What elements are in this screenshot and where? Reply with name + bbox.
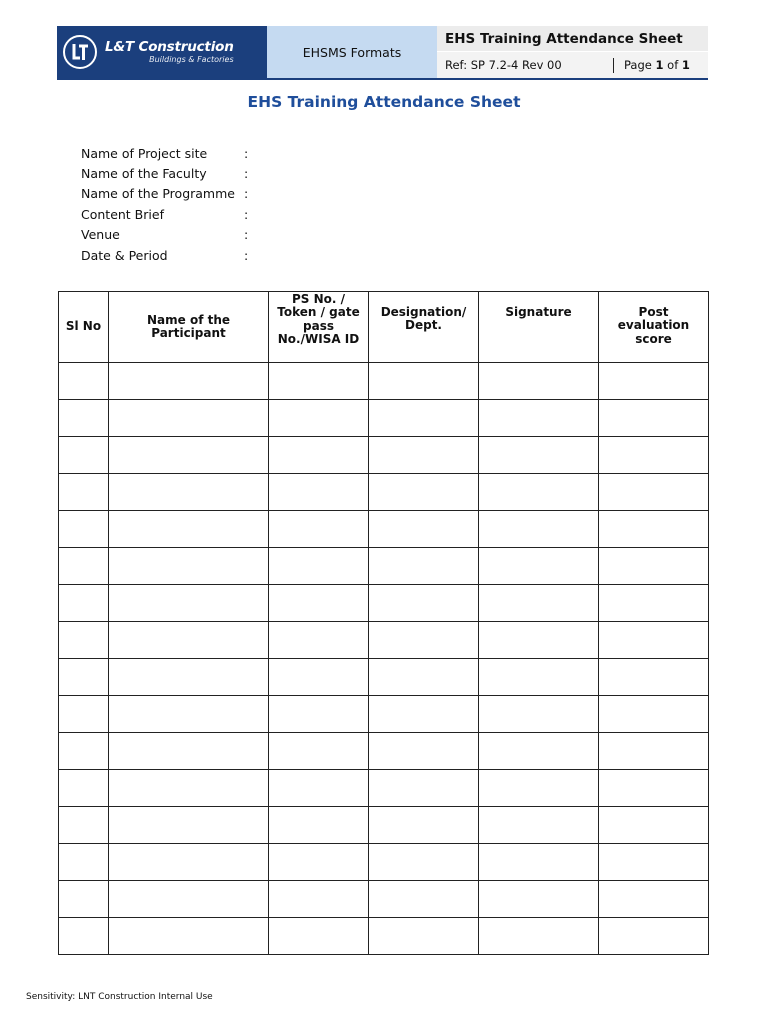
cell-participant-name[interactable] xyxy=(109,918,269,955)
table-row xyxy=(59,881,709,918)
cell-score[interactable] xyxy=(599,474,709,511)
table-row xyxy=(59,844,709,881)
cell-sl-no[interactable] xyxy=(59,400,109,437)
info-label: Venue xyxy=(81,227,120,243)
table-row xyxy=(59,437,709,474)
info-row-faculty: Name of the Faculty : xyxy=(81,166,249,182)
table-row xyxy=(59,696,709,733)
document-meta xyxy=(437,26,708,78)
cell-ps-no[interactable] xyxy=(269,400,369,437)
column-header-ps-no: PS No. / Token / gate pass No./WISA ID xyxy=(269,292,369,363)
cell-signature[interactable] xyxy=(479,363,599,400)
cell-sl-no[interactable] xyxy=(59,807,109,844)
page-indicator: Page 1 of 1 xyxy=(624,58,690,72)
attendance-table xyxy=(58,291,709,955)
cell-ps-no[interactable] xyxy=(269,437,369,474)
info-label: Name of the Faculty xyxy=(81,166,207,182)
header-divider xyxy=(57,78,708,80)
cell-signature[interactable] xyxy=(479,659,599,696)
cell-participant-name[interactable] xyxy=(109,585,269,622)
cell-score[interactable] xyxy=(599,770,709,807)
cell-signature[interactable] xyxy=(479,437,599,474)
cell-signature[interactable] xyxy=(479,807,599,844)
training-info xyxy=(81,143,264,265)
cell-ps-no[interactable] xyxy=(269,548,369,585)
cell-sl-no[interactable] xyxy=(59,696,109,733)
cell-score[interactable] xyxy=(599,844,709,881)
table-row xyxy=(59,363,709,400)
table-row xyxy=(59,659,709,696)
cell-score[interactable] xyxy=(599,733,709,770)
cell-participant-name[interactable] xyxy=(109,363,269,400)
cell-signature[interactable] xyxy=(479,881,599,918)
cell-sl-no[interactable] xyxy=(59,548,109,585)
table-row xyxy=(59,733,709,770)
table-row xyxy=(59,548,709,585)
header-doc-heading: EHS Training Attendance Sheet xyxy=(437,26,708,52)
cell-signature[interactable] xyxy=(479,770,599,807)
cell-signature[interactable] xyxy=(479,696,599,733)
page-total: 1 xyxy=(681,58,690,72)
info-label: Name of the Programme xyxy=(81,186,235,202)
cell-designation[interactable] xyxy=(369,696,479,733)
cell-signature[interactable] xyxy=(479,585,599,622)
cell-participant-name[interactable] xyxy=(109,844,269,881)
cell-designation[interactable] xyxy=(369,844,479,881)
cell-ps-no[interactable] xyxy=(269,696,369,733)
cell-score[interactable] xyxy=(599,437,709,474)
table-row xyxy=(59,918,709,955)
cell-participant-name[interactable] xyxy=(109,474,269,511)
cell-designation[interactable] xyxy=(369,437,479,474)
formats-label: EHSMS Formats xyxy=(267,26,437,78)
separator xyxy=(613,58,614,73)
cell-signature[interactable] xyxy=(479,844,599,881)
info-row-project-site: Name of Project site : xyxy=(81,145,249,161)
cell-ps-no[interactable] xyxy=(269,844,369,881)
cell-ps-no[interactable] xyxy=(269,918,369,955)
cell-sl-no[interactable] xyxy=(59,844,109,881)
cell-designation[interactable] xyxy=(369,548,479,585)
cell-sl-no[interactable] xyxy=(59,659,109,696)
cell-designation[interactable] xyxy=(369,770,479,807)
cell-sl-no[interactable] xyxy=(59,474,109,511)
cell-ps-no[interactable] xyxy=(269,622,369,659)
table-row xyxy=(59,474,709,511)
cell-participant-name[interactable] xyxy=(109,437,269,474)
table-row xyxy=(59,770,709,807)
info-label: Content Brief xyxy=(81,206,164,222)
cell-participant-name[interactable] xyxy=(109,696,269,733)
company-logo xyxy=(57,26,267,78)
cell-participant-name[interactable] xyxy=(109,881,269,918)
column-header-signature: Signature xyxy=(479,292,599,363)
cell-participant-name[interactable] xyxy=(109,548,269,585)
cell-ps-no[interactable] xyxy=(269,363,369,400)
column-header-designation: Designation/ Dept. xyxy=(369,292,479,363)
cell-ps-no[interactable] xyxy=(269,881,369,918)
cell-score[interactable] xyxy=(599,585,709,622)
cell-designation[interactable] xyxy=(369,659,479,696)
cell-designation[interactable] xyxy=(369,881,479,918)
info-row-venue: Venue : xyxy=(81,227,249,243)
table-row xyxy=(59,807,709,844)
cell-ps-no[interactable] xyxy=(269,770,369,807)
cell-sl-no[interactable] xyxy=(59,363,109,400)
cell-sl-no[interactable] xyxy=(59,585,109,622)
cell-designation[interactable] xyxy=(369,918,479,955)
sensitivity-footer: Sensitivity: LNT Construction Internal Use xyxy=(26,992,213,1002)
document-header xyxy=(57,26,708,78)
cell-designation[interactable] xyxy=(369,733,479,770)
info-label: Date & Period xyxy=(81,247,168,263)
cell-ps-no[interactable] xyxy=(269,585,369,622)
page-current: 1 xyxy=(655,58,664,72)
info-row-date-period: Date & Period : xyxy=(81,247,249,263)
info-label: Name of Project site xyxy=(81,145,208,161)
info-row-content-brief: Content Brief : xyxy=(81,206,249,222)
cell-participant-name[interactable] xyxy=(109,400,269,437)
table-row xyxy=(59,511,709,548)
cell-score[interactable] xyxy=(599,548,709,585)
cell-sl-no[interactable] xyxy=(59,733,109,770)
cell-sl-no[interactable] xyxy=(59,770,109,807)
cell-sl-no[interactable] xyxy=(59,881,109,918)
cell-score[interactable] xyxy=(599,400,709,437)
table-body xyxy=(59,363,709,955)
cell-signature[interactable] xyxy=(479,918,599,955)
info-row-programme: Name of the Programme : xyxy=(81,186,249,202)
cell-signature[interactable] xyxy=(479,622,599,659)
table-row xyxy=(59,585,709,622)
table-row xyxy=(59,622,709,659)
cell-sl-no[interactable] xyxy=(59,622,109,659)
cell-ps-no[interactable] xyxy=(269,807,369,844)
cell-score[interactable] xyxy=(599,363,709,400)
cell-designation[interactable] xyxy=(369,585,479,622)
cell-participant-name[interactable] xyxy=(109,622,269,659)
cell-sl-no[interactable] xyxy=(59,918,109,955)
cell-designation[interactable] xyxy=(369,474,479,511)
cell-score[interactable] xyxy=(599,511,709,548)
cell-score[interactable] xyxy=(599,622,709,659)
cell-score[interactable] xyxy=(599,918,709,955)
lt-logo-icon xyxy=(63,35,97,69)
cell-designation[interactable] xyxy=(369,363,479,400)
table-header-row xyxy=(59,292,709,363)
reference-number: Ref: SP 7.2-4 Rev 00 xyxy=(445,58,562,72)
cell-signature[interactable] xyxy=(479,733,599,770)
cell-score[interactable] xyxy=(599,696,709,733)
table-row xyxy=(59,400,709,437)
cell-signature[interactable] xyxy=(479,511,599,548)
cell-designation[interactable] xyxy=(369,400,479,437)
logo-title: L&T Construction xyxy=(105,38,234,55)
page-title: EHS Training Attendance Sheet xyxy=(247,93,521,111)
cell-sl-no[interactable] xyxy=(59,437,109,474)
cell-ps-no[interactable] xyxy=(269,474,369,511)
cell-ps-no[interactable] xyxy=(269,511,369,548)
cell-sl-no[interactable] xyxy=(59,511,109,548)
cell-designation[interactable] xyxy=(369,511,479,548)
cell-ps-no[interactable] xyxy=(269,659,369,696)
cell-participant-name[interactable] xyxy=(109,807,269,844)
column-header-sl-no: Sl No xyxy=(59,292,109,363)
column-header-participant-name: Name of the Participant xyxy=(109,292,269,363)
cell-participant-name[interactable] xyxy=(109,770,269,807)
cell-signature[interactable] xyxy=(479,548,599,585)
cell-signature[interactable] xyxy=(479,474,599,511)
cell-score[interactable] xyxy=(599,881,709,918)
cell-designation[interactable] xyxy=(369,622,479,659)
cell-score[interactable] xyxy=(599,659,709,696)
cell-signature[interactable] xyxy=(479,400,599,437)
cell-participant-name[interactable] xyxy=(109,511,269,548)
cell-participant-name[interactable] xyxy=(109,659,269,696)
cell-designation[interactable] xyxy=(369,807,479,844)
cell-score[interactable] xyxy=(599,807,709,844)
cell-ps-no[interactable] xyxy=(269,733,369,770)
logo-subtitle: Buildings & Factories xyxy=(149,54,234,64)
column-header-post-evaluation: Post evaluation score xyxy=(599,292,709,363)
cell-participant-name[interactable] xyxy=(109,733,269,770)
